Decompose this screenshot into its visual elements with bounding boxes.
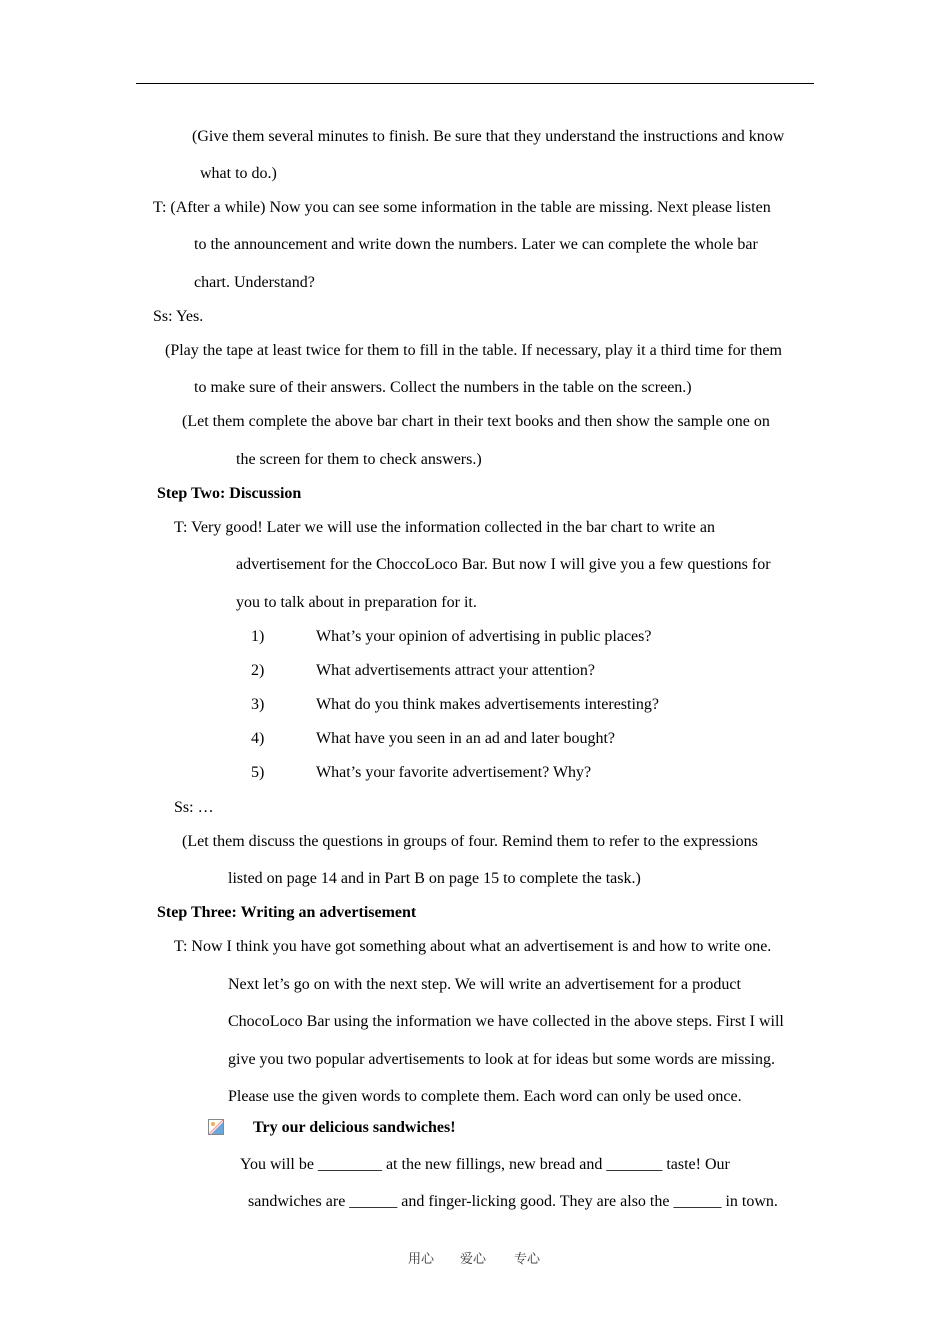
paragraph-line: T: (After a while) Now you can see some information in the table are missing. Next please listen [153, 199, 771, 216]
question-text: What do you think makes advertisements interesting? [316, 696, 660, 713]
ad-text-line: You will be ________ at the new fillings, new bread and _______ taste! Our [240, 1156, 730, 1173]
question-number: 5) [251, 764, 265, 781]
paragraph-line: Please use the given words to complete them. Each word can only be used once. [228, 1088, 742, 1105]
paragraph-line: (Play the tape at least twice for them to fill in the table. If necessary, play it a third time for them [165, 342, 782, 359]
question-number: 1) [251, 628, 265, 645]
paragraph-line: (Let them discuss the questions in groups of four. Remind them to refer to the expressions [182, 833, 758, 850]
section-heading: Step Three: Writing an advertisement [157, 904, 417, 921]
paragraph-line: the screen for them to check answers.) [236, 451, 482, 468]
paragraph-line: listed on page 14 and in Part B on page 15 to complete the task.) [228, 870, 641, 887]
footer-text: 爱心 [460, 1252, 487, 1267]
paragraph-line: T: Very good! Later we will use the information collected in the bar chart to write an [174, 519, 715, 536]
question-number: 3) [251, 696, 265, 713]
question-number: 4) [251, 730, 265, 747]
ad-text-line: sandwiches are ______ and finger-licking good. They are also the ______ in town. [248, 1193, 778, 1210]
paragraph-line: you to talk about in preparation for it. [236, 594, 477, 611]
image-icon [208, 1119, 224, 1135]
question-text: What’s your opinion of advertising in public places? [316, 628, 652, 645]
paragraph-line: chart. Understand? [194, 274, 315, 291]
paragraph-line: Ss: Yes. [153, 308, 204, 325]
header-rule [136, 83, 814, 84]
question-text: What’s your favorite advertisement? Why? [316, 764, 592, 781]
paragraph-line: what to do.) [200, 165, 277, 182]
question-text: What advertisements attract your attention? [316, 662, 595, 679]
paragraph-line: advertisement for the ChoccoLoco Bar. But now I will give you a few questions for [236, 556, 771, 573]
footer-text: 专心 [514, 1252, 541, 1267]
paragraph-line: (Let them complete the above bar chart in their text books and then show the sample one on [182, 413, 770, 430]
question-text: What have you seen in an ad and later bought? [316, 730, 615, 747]
paragraph-line: give you two popular advertisements to look at for ideas but some words are missing. [228, 1051, 776, 1068]
paragraph-line: Ss: … [174, 799, 214, 816]
footer-text: 用心 [408, 1252, 435, 1267]
section-heading: Step Two: Discussion [157, 485, 302, 502]
paragraph-line: T: Now I think you have got something about what an advertisement is and how to write one. [174, 938, 772, 955]
paragraph-line: Next let’s go on with the next step. We will write an advertisement for a product [228, 976, 741, 993]
ad-title: Try our delicious sandwiches! [253, 1119, 456, 1136]
paragraph-line: to the announcement and write down the numbers. Later we can complete the whole bar [194, 236, 758, 253]
paragraph-line: (Give them several minutes to finish. Be sure that they understand the instructions and know [192, 128, 785, 145]
paragraph-line: to make sure of their answers. Collect the numbers in the table on the screen.) [194, 379, 692, 396]
paragraph-line: ChocoLoco Bar using the information we have collected in the above steps. First I will [228, 1013, 784, 1030]
question-number: 2) [251, 662, 265, 679]
